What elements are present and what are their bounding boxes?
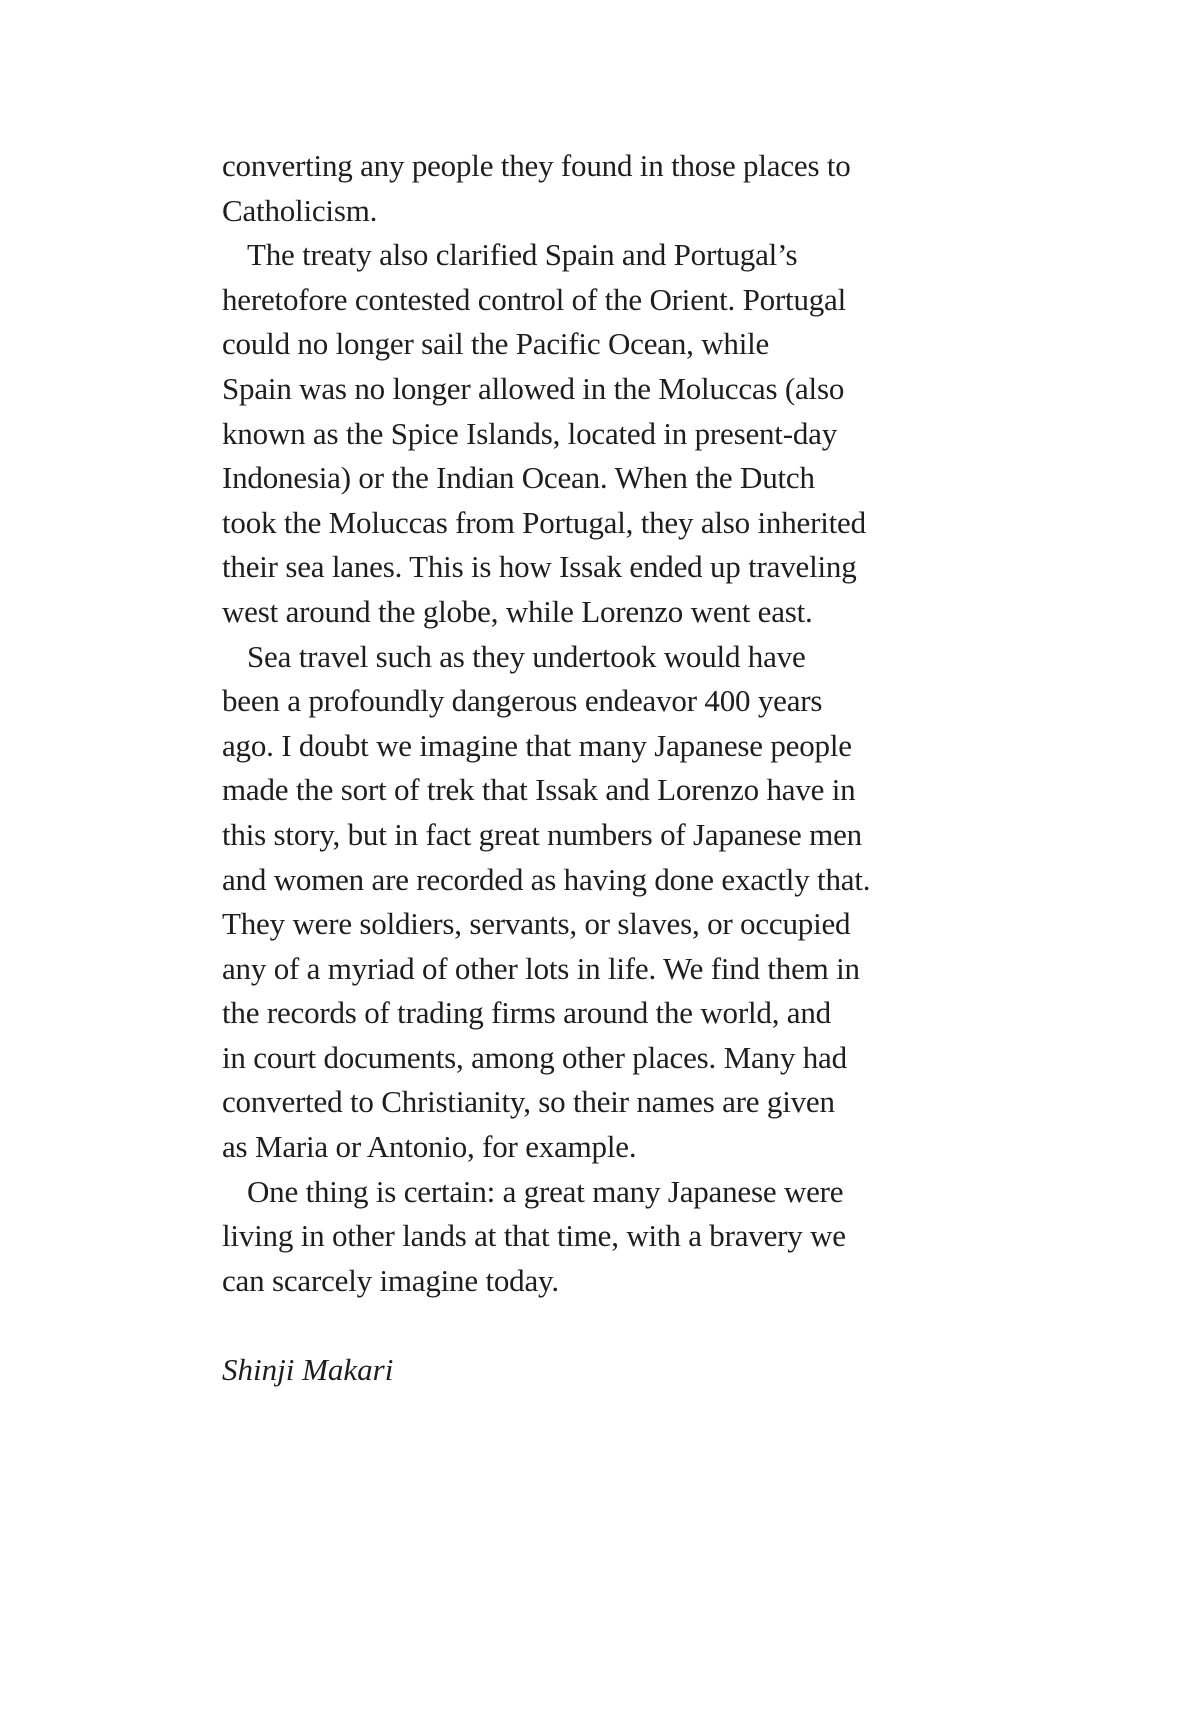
text-line: Catholicism. xyxy=(222,192,378,228)
text-line: their sea lanes. This is how Issak ended up traveling xyxy=(222,549,857,585)
text-line: in court documents, among other places. Many had xyxy=(222,1039,847,1075)
text-line: converting any people they found in those places to xyxy=(222,148,851,183)
text-line: can scarcely imagine today. xyxy=(222,1262,559,1298)
paragraph-treaty xyxy=(222,233,922,634)
text-line: made the sort of trek that Issak and Lorenzo have in xyxy=(222,772,856,808)
text-line: known as the Spice Islands, located in present-day xyxy=(222,415,837,451)
text-line: converted to Christianity, so their names are given xyxy=(222,1084,835,1120)
text-line: any of a myriad of other lots in life. We find them in xyxy=(222,950,860,986)
text-line: could no longer sail the Pacific Ocean, while xyxy=(222,326,770,362)
text-line: and women are recorded as having done exactly that. xyxy=(222,861,871,897)
body-text xyxy=(222,144,922,1303)
text-line: took the Moluccas from Portugal, they also inherited xyxy=(222,504,866,540)
text-line: They were soldiers, servants, or slaves, or occupied xyxy=(222,906,851,942)
text-line: One thing is certain: a great many Japanese were xyxy=(247,1173,844,1209)
text-line: as Maria or Antonio, for example. xyxy=(222,1129,637,1165)
text-line: The treaty also clarified Spain and Portugal’s xyxy=(247,237,798,273)
author-signature: Shinji Makari xyxy=(222,1352,394,1387)
text-line: ago. I doubt we imagine that many Japanese people xyxy=(222,727,852,763)
text-line: the records of trading firms around the world, and xyxy=(222,995,831,1031)
paragraph-continued xyxy=(222,144,922,233)
text-line: Sea travel such as they undertook would have xyxy=(247,638,806,674)
paragraph-sea-travel xyxy=(222,635,922,1170)
paragraph-conclusion xyxy=(222,1170,922,1304)
text-line: Indonesia) or the Indian Ocean. When the Dutch xyxy=(222,460,815,496)
text-line: living in other lands at that time, with a bravery we xyxy=(222,1218,846,1254)
text-line: Spain was no longer allowed in the Moluccas (also xyxy=(222,370,845,406)
text-line: been a profoundly dangerous endeavor 400 years xyxy=(222,683,823,719)
text-line: this story, but in fact great numbers of Japanese men xyxy=(222,816,862,852)
text-line: west around the globe, while Lorenzo went east. xyxy=(222,593,813,629)
text-line: heretofore contested control of the Orient. Portugal xyxy=(222,281,847,317)
